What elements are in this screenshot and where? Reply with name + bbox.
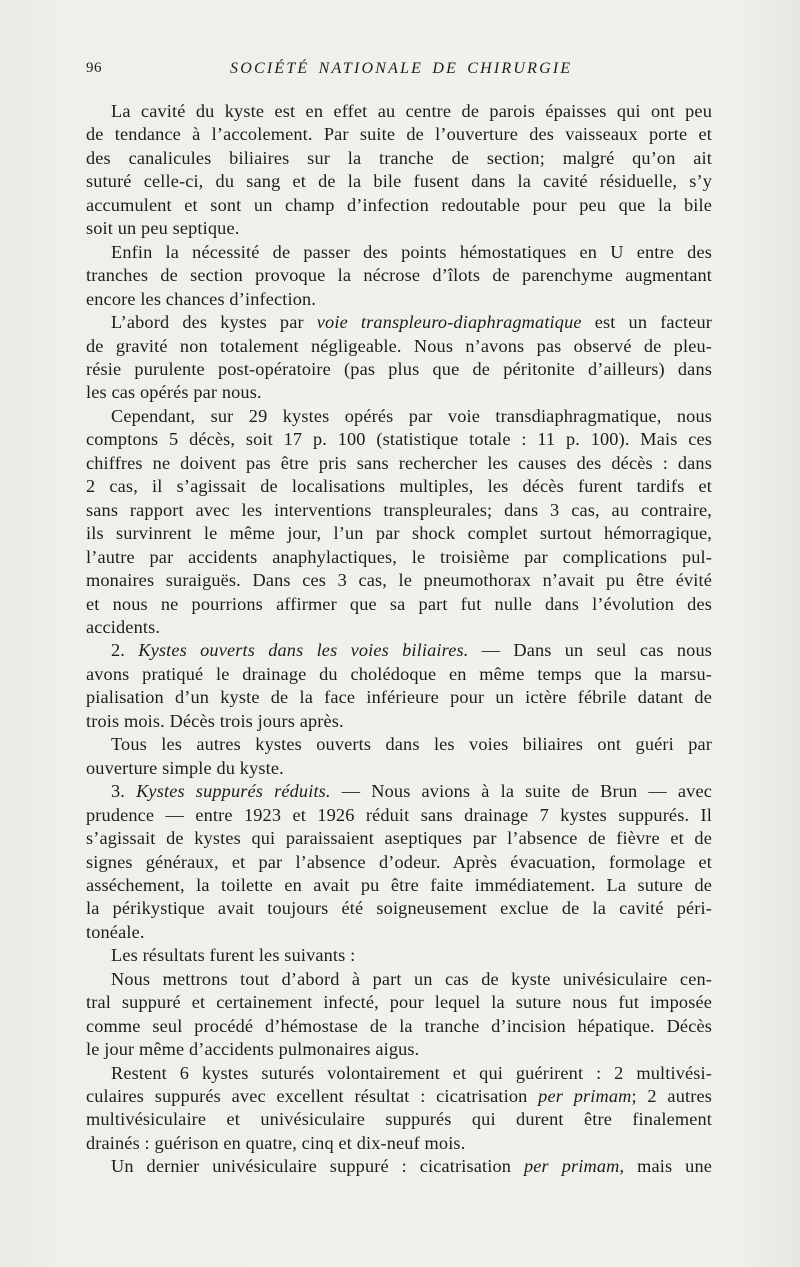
text-line: résie purulente post-opératoire (pas plus que de péritonite d’ailleurs) dans: [86, 358, 712, 379]
text-line: Enfin la nécessité de passer des points hémostatiques en U entre des: [111, 241, 712, 262]
paragraph: [86, 733, 712, 780]
text-line: accidents.: [86, 616, 161, 637]
text-line: 2. Kystes ouverts dans les voies biliaires. — Dans un seul cas nous: [111, 640, 713, 661]
text-line: asséchement, la toilette en avait pu être faite immédiatement. La suture de: [86, 874, 712, 895]
paragraph: [86, 405, 712, 640]
text-line: l’autre par accidents anaphylactiques, le troisième par complications pul-: [86, 546, 712, 567]
text-line: comptons 5 décès, soit 17 p. 100 (statistique totale : 11 p. 100). Mais ces: [86, 429, 712, 450]
paragraph: [86, 100, 712, 241]
text-line: la périkystique avait toujours été soigneusement exclue de la cavité péri-: [86, 898, 712, 919]
text-line: encore les chances d’infection.: [86, 288, 317, 309]
text-line: Restent 6 kystes suturés volontairement et qui guérirent : 2 multivési-: [111, 1062, 712, 1083]
text-line: Tous les autres kystes ouverts dans les voies biliaires ont guéri par: [111, 734, 712, 755]
text-line: de tendance à l’accolement. Par suite de l’ouverture des vaisseaux porte et: [86, 124, 712, 145]
paragraph: [86, 1062, 712, 1156]
text-line: tral suppuré et certainement infecté, pour lequel la suture nous fut imposée: [86, 992, 712, 1013]
text-line: tranches de section provoque la nécrose d’îlots de parenchyme augmentant: [86, 265, 712, 286]
text-line: L’abord des kystes par voie transpleuro-diaphragmatique est un facteur: [111, 312, 712, 333]
paragraph: [86, 1155, 712, 1178]
text-line: s’agissait de kystes qui paraissaient aseptiques par l’absence de fièvre et de: [86, 828, 712, 849]
italic-phrase: voie transpleuro-diaphragmatique: [316, 312, 582, 333]
paragraph: [86, 311, 712, 405]
page-header: [86, 60, 712, 84]
running-title: SOCIÉTÉ NATIONALE DE CHIRURGIE: [230, 60, 573, 77]
paragraph: [86, 241, 712, 311]
text-line: drainés : guérison en quatre, cinq et dix-neuf mois.: [86, 1132, 466, 1153]
italic-phrase: per primam: [523, 1156, 620, 1177]
text-line: soit un peu septique.: [86, 218, 240, 239]
text-line: les cas opérés par nous.: [86, 382, 262, 403]
text-line: culaires suppurés avec excellent résultat : cicatrisation per primam; 2 autres: [86, 1086, 712, 1107]
text-line: de gravité non totalement négligeable. Nous n’avons pas observé de pleu-: [86, 335, 712, 356]
italic-phrase: Kystes suppurés réduits.: [136, 781, 331, 802]
text-line: prudence — entre 1923 et 1926 réduit sans drainage 7 kystes suppurés. Il: [86, 804, 712, 825]
text-line: tonéale.: [86, 921, 145, 942]
text-line: comme seul procédé d’hémostase de la tranche d’incision hépatique. Décès: [86, 1015, 712, 1036]
text-line: et nous ne pourrions affirmer que sa part fut nulle dans l’évolution des: [86, 593, 712, 614]
italic-phrase: Kystes ouverts dans les voies biliaires.: [138, 640, 469, 661]
text-line: chiffres ne doivent pas être pris sans rechercher les causes des décès : dans: [86, 452, 712, 473]
text-line: le jour même d’accidents pulmonaires aigus.: [86, 1039, 420, 1060]
text-line: Un dernier univésiculaire suppuré : cicatrisation per primam, mais une: [111, 1156, 713, 1177]
text-line: sans rapport avec les interventions transpleurales; dans 3 cas, au contraire,: [86, 499, 712, 520]
text-line: signes généraux, et par l’absence d’odeur. Après évacuation, formolage et: [86, 851, 712, 872]
text-line: des canalicules biliaires sur la tranche de section; malgré qu’on ait: [86, 147, 712, 168]
text-line: multivésiculaire et univésiculaire suppurés qui durent être finalement: [86, 1109, 712, 1130]
text-line: suturé celle-ci, du sang et de la bile fusent dans la cavité résiduelle, s’y: [86, 171, 712, 192]
text-line: ils survinrent le même jour, l’un par shock complet surtout hémorragique,: [86, 523, 712, 544]
page-number: 96: [86, 60, 102, 76]
paragraph: [86, 944, 712, 967]
text-line: 3. Kystes suppurés réduits. — Nous avions à la suite de Brun — avec: [111, 781, 713, 802]
paragraph: [86, 780, 712, 944]
text-line: 2 cas, il s’agissait de localisations multiples, les décès furent tardifs et: [86, 476, 712, 497]
text-line: Nous mettrons tout d’abord à part un cas de kyste univésiculaire cen-: [111, 968, 712, 989]
text-line: avons pratiqué le drainage du cholédoque en même temps que la marsu-: [86, 663, 712, 684]
body-text: [86, 100, 712, 1179]
text-line: Les résultats furent les suivants :: [111, 945, 356, 966]
text-line: pialisation d’un kyste de la face inférieure pour un ictère fébrile datant de: [86, 687, 712, 708]
text-line: Cependant, sur 29 kystes opérés par voie transdiaphragmatique, nous: [111, 405, 712, 426]
text-line: trois mois. Décès trois jours après.: [86, 710, 344, 731]
italic-phrase: per primam: [538, 1086, 632, 1107]
paragraph: [86, 968, 712, 1062]
text-line: accumulent et sont un champ d’infection redoutable pour peu que la bile: [86, 194, 712, 215]
text-line: monaires suraiguës. Dans ces 3 cas, le pneumothorax n’avait pu être évité: [86, 570, 712, 591]
text-line: ouverture simple du kyste.: [86, 757, 284, 778]
paragraph: [86, 639, 712, 733]
text-line: La cavité du kyste est en effet au centre de parois épaisses qui ont peu: [111, 101, 712, 121]
